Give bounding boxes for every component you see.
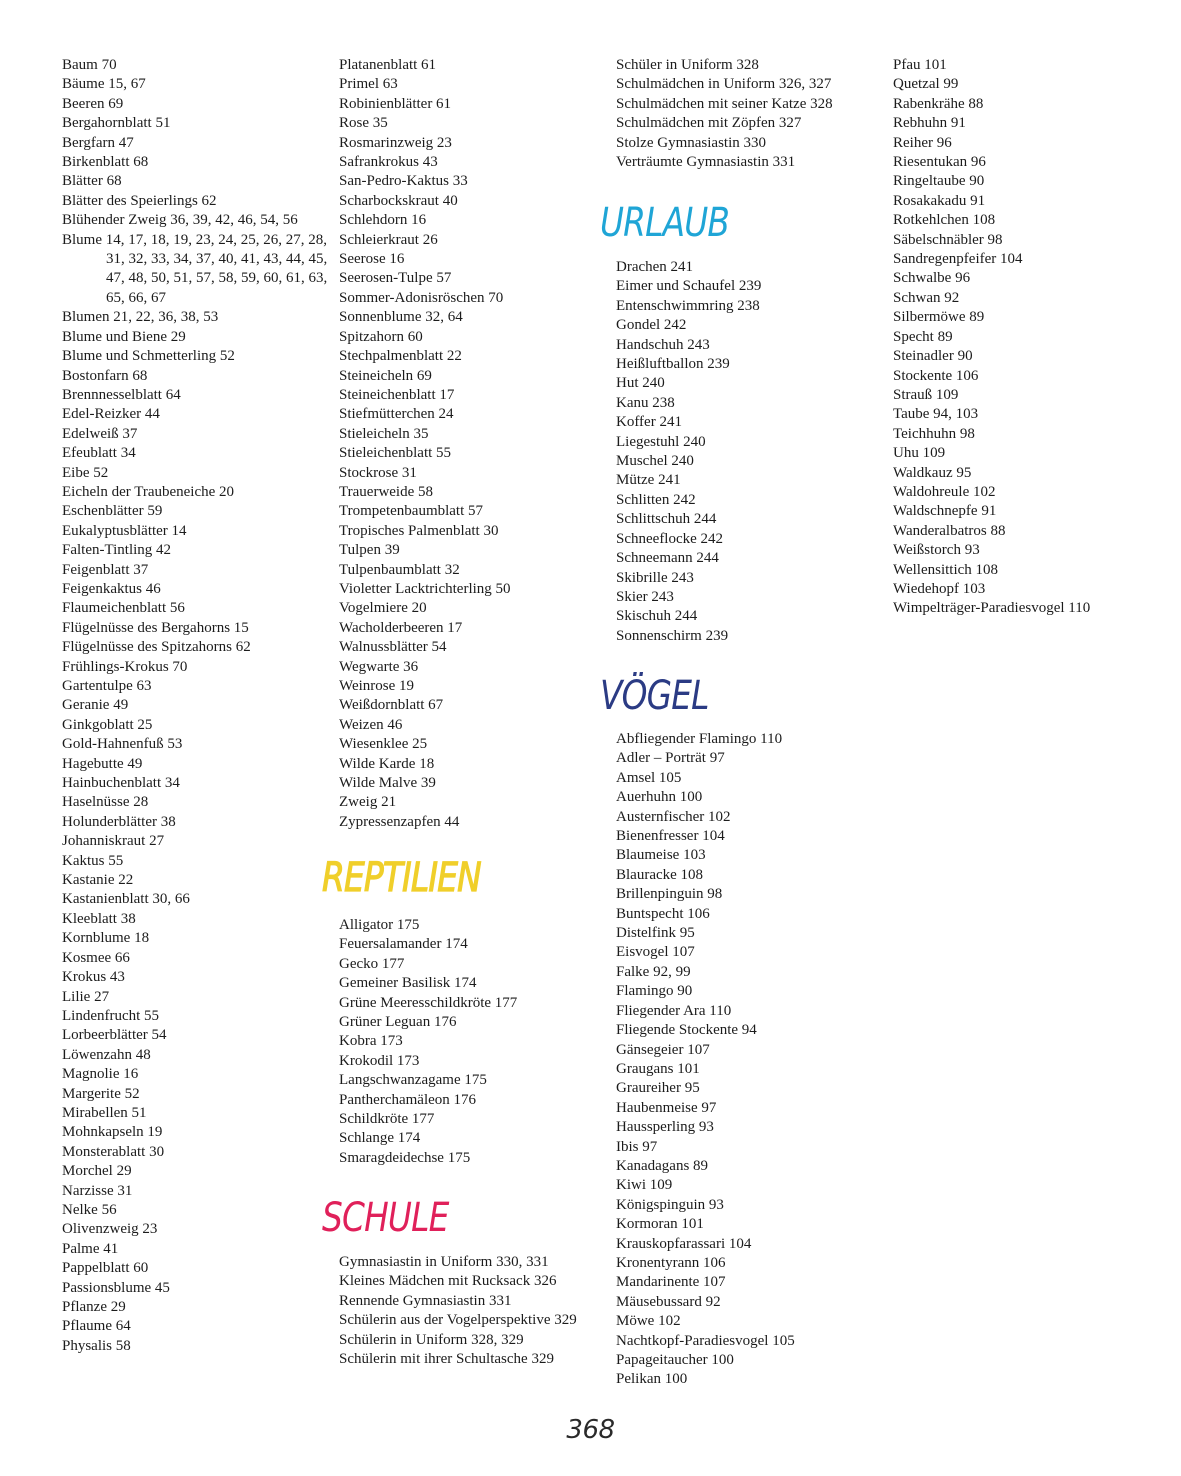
index-entry: Olivenzweig 23 bbox=[62, 1221, 158, 1238]
index-entry: Bostonfarn 68 bbox=[62, 367, 148, 384]
index-entry: Gemeiner Basilisk 174 bbox=[339, 975, 477, 992]
index-entry: Schüler in Uniform 328 bbox=[616, 57, 759, 73]
index-entry: Seerosen-Tulpe 57 bbox=[339, 270, 452, 287]
index-entry: Gymnasiastin in Uniform 330, 331 bbox=[339, 1254, 549, 1270]
index-entry: Primel 63 bbox=[339, 76, 398, 93]
index-entry: Kronentyrann 106 bbox=[616, 1254, 726, 1271]
index-entry: Steinadler 90 bbox=[893, 348, 973, 365]
urlaub-heading: URLAUB bbox=[600, 200, 730, 246]
index-entry: Schwan 92 bbox=[893, 289, 960, 306]
index-entry: Kleines Mädchen mit Rucksack 326 bbox=[339, 1273, 557, 1290]
index-entry: Edelweiß 37 bbox=[62, 425, 138, 442]
index-entry: Brillenpinguin 98 bbox=[616, 886, 723, 903]
index-entry: Schulmädchen mit Zöpfen 327 bbox=[616, 115, 802, 132]
index-entry: Eicheln der Traubeneiche 20 bbox=[62, 483, 235, 500]
index-entry: Trompetenbaumblatt 57 bbox=[339, 503, 484, 520]
index-entry: Schwalbe 96 bbox=[893, 270, 971, 287]
schule-heading-wrap bbox=[322, 1195, 597, 1241]
index-entry: Kosmee 66 bbox=[62, 949, 130, 966]
index-entry: Ringeltaube 90 bbox=[893, 173, 985, 190]
index-entry: Gecko 177 bbox=[339, 955, 405, 972]
index-entry: Monsterablatt 30 bbox=[62, 1143, 165, 1160]
index-entry: Muschel 240 bbox=[616, 453, 694, 470]
index-entry: Stieleicheln 35 bbox=[339, 425, 429, 442]
index-entry: Schülerin mit ihrer Schultasche 329 bbox=[339, 1351, 554, 1368]
index-entry: Löwenzahn 48 bbox=[62, 1046, 151, 1063]
index-entry: San-Pedro-Kaktus 33 bbox=[339, 173, 468, 190]
index-entry: Blühender Zweig 36, 39, 42, 46, 54, 56 bbox=[62, 212, 298, 229]
index-entry: Schülerin in Uniform 328, 329 bbox=[339, 1331, 524, 1348]
index-entry: Sonnenblume 32, 64 bbox=[339, 309, 463, 326]
index-entry: Taube 94, 103 bbox=[893, 406, 979, 423]
index-entry: Tulpenbaumblatt 32 bbox=[339, 561, 460, 578]
index-entry: Sonnenschirm 239 bbox=[616, 627, 729, 644]
index-entry: Kaktus 55 bbox=[62, 852, 124, 869]
index-entry: Eisvogel 107 bbox=[616, 944, 695, 961]
index-entry: Eschenblätter 59 bbox=[62, 503, 163, 520]
index-entry: Ginkgoblatt 25 bbox=[62, 716, 153, 733]
index-column-2 bbox=[339, 56, 601, 832]
index-entry: Schneemann 244 bbox=[616, 550, 719, 567]
index-entry: Wimpelträger-Paradiesvogel 110 bbox=[893, 600, 1091, 617]
index-entry: Flügelnüsse des Spitzahorns 62 bbox=[62, 639, 251, 656]
index-entry: Graureiher 95 bbox=[616, 1080, 700, 1097]
index-entry: Kastanienblatt 30, 66 bbox=[62, 891, 190, 908]
index-entry: Bergfarn 47 bbox=[62, 134, 134, 151]
index-entry: Hainbuchenblatt 34 bbox=[62, 775, 180, 792]
index-entry: Pflaume 64 bbox=[62, 1318, 131, 1335]
index-entry: Grüner Leguan 176 bbox=[339, 1014, 457, 1031]
index-entry: Silbermöwe 89 bbox=[893, 309, 985, 326]
urlaub-heading-wrap bbox=[600, 200, 880, 246]
index-entry: Smaragdeidechse 175 bbox=[339, 1149, 471, 1166]
index-entry: Nachtkopf-Paradiesvogel 105 bbox=[616, 1332, 795, 1349]
index-entry: Schleierkraut 26 bbox=[339, 231, 438, 248]
index-entry: Waldkauz 95 bbox=[893, 464, 972, 481]
index-entry: Grüne Meeresschildkröte 177 bbox=[339, 994, 518, 1011]
index-entry: Entenschwimmring 238 bbox=[616, 297, 760, 314]
index-entry: Weißdornblatt 67 bbox=[339, 697, 444, 714]
index-entry: Safrankrokus 43 bbox=[339, 154, 438, 171]
index-entry: Teichhuhn 98 bbox=[893, 425, 975, 442]
index-entry: Stolze Gymnasiastin 330 bbox=[616, 134, 766, 151]
voegel-heading-wrap bbox=[600, 673, 880, 719]
index-entry: Weißstorch 93 bbox=[893, 542, 980, 559]
index-entry: Weizen 46 bbox=[339, 716, 403, 733]
index-entry: Lindenfrucht 55 bbox=[62, 1007, 160, 1024]
index-entry: Seerose 16 bbox=[339, 251, 405, 268]
index-entry: Blätter des Speierlings 62 bbox=[62, 192, 217, 209]
index-entry: Pappelblatt 60 bbox=[62, 1260, 149, 1277]
index-entry: Langschwanzagame 175 bbox=[339, 1072, 487, 1089]
index-entry: Frühlings-Krokus 70 bbox=[62, 658, 188, 675]
index-entry: Sommer-Adonisröschen 70 bbox=[339, 289, 504, 306]
index-entry: Tropisches Palmenblatt 30 bbox=[339, 522, 499, 539]
index-entry: Quetzal 99 bbox=[893, 76, 959, 93]
index-entry: Margerite 52 bbox=[62, 1085, 140, 1102]
index-entry: Haubenmeise 97 bbox=[616, 1099, 717, 1116]
index-entry: Gold-Hahnenfuß 53 bbox=[62, 736, 183, 753]
index-entry: Waldschnepfe 91 bbox=[893, 503, 997, 520]
index-column-3-top bbox=[616, 56, 884, 172]
index-entry: Schneeflocke 242 bbox=[616, 530, 724, 547]
index-entry: Feuersalamander 174 bbox=[339, 936, 468, 953]
index-entry: Flügelnüsse des Bergahorns 15 bbox=[62, 619, 249, 636]
reptilien-heading: REPTILIEN bbox=[322, 855, 481, 901]
index-entry: Blätter 68 bbox=[62, 173, 122, 190]
index-entry: Wellensittich 108 bbox=[893, 561, 999, 578]
index-entry: Brennnesselblatt 64 bbox=[62, 386, 181, 403]
index-entry: Wilde Malve 39 bbox=[339, 775, 436, 792]
index-entry: Königspinguin 93 bbox=[616, 1196, 724, 1213]
index-entry: Johanniskraut 27 bbox=[62, 833, 165, 850]
index-entry: Birkenblatt 68 bbox=[62, 154, 149, 171]
index-entry: Pelikan 100 bbox=[616, 1371, 688, 1388]
index-entry: Gartentulpe 63 bbox=[62, 678, 152, 694]
index-entry: Skibrille 243 bbox=[616, 569, 694, 586]
index-entry: Schildkröte 177 bbox=[339, 1111, 435, 1128]
index-entry: Flamingo 90 bbox=[616, 983, 693, 1000]
index-entry: Morchel 29 bbox=[62, 1163, 132, 1180]
index-entry: Tulpen 39 bbox=[339, 542, 400, 559]
index-entry: Wacholderbeeren 17 bbox=[339, 619, 463, 636]
index-entry: Säbelschnäbler 98 bbox=[893, 231, 1003, 248]
index-entry: Falke 92, 99 bbox=[616, 963, 691, 980]
index-entry: Verträumte Gymnasiastin 331 bbox=[616, 154, 796, 171]
index-entry: Schlehdorn 16 bbox=[339, 212, 427, 229]
index-entry: Blumen 21, 22, 36, 38, 53 bbox=[62, 309, 219, 326]
index-entry: Schlittschuh 244 bbox=[616, 511, 717, 528]
index-entry: Platanenblatt 61 bbox=[339, 57, 437, 73]
index-entry: Holunderblätter 38 bbox=[62, 813, 176, 830]
index-entry: Möwe 102 bbox=[616, 1313, 681, 1330]
index-entry: Gondel 242 bbox=[616, 317, 687, 334]
index-entry: Wilde Karde 18 bbox=[339, 755, 435, 772]
index-entry: Lorbeerblätter 54 bbox=[62, 1027, 167, 1044]
index-entry: Rabenkrähe 88 bbox=[893, 95, 984, 112]
page-number: 368 bbox=[566, 1415, 615, 1445]
index-entry: Steineichenblatt 17 bbox=[339, 386, 455, 403]
index-entry: Wiedehopf 103 bbox=[893, 580, 986, 597]
index-entry: Stiefmütterchen 24 bbox=[339, 406, 454, 423]
index-entry: Adler – Porträt 97 bbox=[616, 750, 725, 767]
index-entry: Kanu 238 bbox=[616, 394, 675, 411]
index-entry: Bienenfresser 104 bbox=[616, 828, 725, 845]
index-entry: Skier 243 bbox=[616, 588, 674, 605]
index-entry: Weinrose 19 bbox=[339, 678, 415, 694]
reptilien-list bbox=[339, 916, 601, 1168]
index-entry: Wiesenklee 25 bbox=[339, 736, 428, 753]
index-entry: Gänsegeier 107 bbox=[616, 1041, 710, 1058]
index-entry: Specht 89 bbox=[893, 328, 953, 345]
index-entry: Skischuh 244 bbox=[616, 608, 698, 625]
index-entry: Baum 70 bbox=[62, 57, 117, 73]
index-entry: Walnussblätter 54 bbox=[339, 639, 447, 656]
index-entry: Distelfink 95 bbox=[616, 925, 695, 942]
index-entry: Mandarinente 107 bbox=[616, 1274, 726, 1291]
index-entry: Papageitaucher 100 bbox=[616, 1352, 734, 1368]
index-entry: Rotkehlchen 108 bbox=[893, 212, 996, 229]
index-entry: Edel-Reizker 44 bbox=[62, 406, 160, 423]
index-entry: Auerhuhn 100 bbox=[616, 789, 703, 806]
index-entry: Riesentukan 96 bbox=[893, 154, 986, 171]
index-entry: Steineicheln 69 bbox=[339, 367, 432, 384]
index-entry: Stechpalmenblatt 22 bbox=[339, 348, 462, 365]
index-entry: Mäusebussard 92 bbox=[616, 1293, 721, 1310]
index-entry: Abfliegender Flamingo 110 bbox=[616, 731, 783, 747]
index-entry: Rosakakadu 91 bbox=[893, 192, 986, 209]
index-entry: Stieleichenblatt 55 bbox=[339, 445, 452, 462]
index-entry: Alligator 175 bbox=[339, 917, 420, 933]
index-entry: Blume und Schmetterling 52 bbox=[62, 348, 235, 365]
index-entry: Physalis 58 bbox=[62, 1337, 131, 1354]
reptilien-heading-wrap bbox=[322, 855, 597, 901]
index-entry: Schulmädchen mit seiner Katze 328 bbox=[616, 95, 833, 112]
index-entry: Uhu 109 bbox=[893, 445, 946, 462]
index-column-1 bbox=[62, 56, 328, 1356]
index-entry: Handschuh 243 bbox=[616, 336, 710, 353]
index-entry: Trauerweide 58 bbox=[339, 483, 434, 500]
index-entry: Haussperling 93 bbox=[616, 1119, 714, 1136]
index-entry: Vogelmiere 20 bbox=[339, 600, 427, 617]
index-entry: Pflanze 29 bbox=[62, 1299, 126, 1315]
index-entry: Drachen 241 bbox=[616, 259, 694, 275]
index-entry: Efeublatt 34 bbox=[62, 445, 136, 462]
index-entry: Heißluftballon 239 bbox=[616, 356, 730, 373]
schule-heading: SCHULE bbox=[322, 1195, 449, 1241]
index-entry: Austernfischer 102 bbox=[616, 808, 731, 825]
index-entry: Haselnüsse 28 bbox=[62, 794, 149, 811]
index-entry: Feigenkaktus 46 bbox=[62, 580, 161, 597]
index-entry: Scharbockskraut 40 bbox=[339, 192, 458, 209]
index-entry: Blaumeise 103 bbox=[616, 847, 706, 864]
index-entry: Geranie 49 bbox=[62, 697, 129, 714]
index-entry: Stockrose 31 bbox=[339, 464, 417, 481]
voegel-heading: VÖGEL bbox=[600, 673, 709, 719]
index-entry: Falten-Tintling 42 bbox=[62, 542, 172, 559]
index-entry: Pfau 101 bbox=[893, 57, 947, 73]
index-entry: Eukalyptusblätter 14 bbox=[62, 522, 187, 539]
index-entry: Schulmädchen in Uniform 326, 327 bbox=[616, 76, 832, 93]
index-entry: Schülerin aus der Vogelperspektive 329 bbox=[339, 1312, 577, 1329]
index-entry: Krauskopfarassari 104 bbox=[616, 1235, 752, 1252]
index-entry: Graugans 101 bbox=[616, 1060, 700, 1077]
index-entry: Feigenblatt 37 bbox=[62, 561, 149, 578]
index-entry: Schlitten 242 bbox=[616, 491, 696, 508]
index-entry: Pantherchamäleon 176 bbox=[339, 1091, 477, 1108]
index-entry: Liegestuhl 240 bbox=[616, 433, 706, 450]
index-entry: Kormoran 101 bbox=[616, 1216, 704, 1233]
index-entry: Narzisse 31 bbox=[62, 1182, 133, 1199]
index-entry: Kiwi 109 bbox=[616, 1177, 673, 1194]
index-entry: Bergahornblatt 51 bbox=[62, 115, 171, 132]
schule-list bbox=[339, 1253, 601, 1369]
index-entry: Wegwarte 36 bbox=[339, 658, 419, 675]
index-entry: Krokus 43 bbox=[62, 969, 125, 986]
index-entry: Waldohreule 102 bbox=[893, 483, 996, 500]
index-entry: Kornblume 18 bbox=[62, 930, 150, 947]
index-entry: Lilie 27 bbox=[62, 988, 110, 1005]
index-entry: Strauß 109 bbox=[893, 386, 959, 403]
index-entry: Kleeblatt 38 bbox=[62, 910, 136, 927]
index-entry: Wanderalbatros 88 bbox=[893, 522, 1006, 539]
index-entry: Blume und Biene 29 bbox=[62, 328, 186, 345]
index-entry: Fliegender Ara 110 bbox=[616, 1002, 732, 1019]
index-entry: Koffer 241 bbox=[616, 414, 682, 431]
index-entry: Passionsblume 45 bbox=[62, 1279, 170, 1296]
index-entry: Buntspecht 106 bbox=[616, 905, 710, 922]
index-entry: Spitzahorn 60 bbox=[339, 328, 423, 345]
index-entry: Krokodil 173 bbox=[339, 1052, 420, 1069]
index-entry: Kastanie 22 bbox=[62, 872, 134, 889]
index-entry: Fliegende Stockente 94 bbox=[616, 1022, 757, 1039]
index-entry: Zypressenzapfen 44 bbox=[339, 813, 460, 830]
index-entry: Ibis 97 bbox=[616, 1138, 658, 1155]
voegel-list bbox=[616, 730, 884, 1390]
index-entry: Amsel 105 bbox=[616, 769, 682, 786]
index-entry: Schlange 174 bbox=[339, 1130, 421, 1147]
index-entry: Violetter Lacktrichterling 50 bbox=[339, 580, 511, 597]
index-entry: Robinienblätter 61 bbox=[339, 95, 452, 112]
index-column-4 bbox=[893, 56, 1175, 619]
index-entry: Flaumeichenblatt 56 bbox=[62, 600, 185, 617]
index-entry: Stockente 106 bbox=[893, 367, 979, 384]
index-entry: Hagebutte 49 bbox=[62, 755, 143, 772]
index-entry: Eimer und Schaufel 239 bbox=[616, 278, 762, 295]
index-entry: Eibe 52 bbox=[62, 464, 109, 481]
index-entry: Mütze 241 bbox=[616, 472, 681, 489]
index-entry: Magnolie 16 bbox=[62, 1066, 139, 1083]
index-entry: Rosmarinzweig 23 bbox=[339, 134, 452, 151]
index-entry: Mirabellen 51 bbox=[62, 1104, 147, 1121]
index-entry: Sandregenpfeifer 104 bbox=[893, 251, 1023, 268]
index-entry: Zweig 21 bbox=[339, 794, 397, 811]
index-entry: Hut 240 bbox=[616, 375, 665, 392]
index-entry: Mohnkapseln 19 bbox=[62, 1124, 163, 1141]
index-entry: Blume 14, 17, 18, 19, 23, 24, 25, 26, 27, 28, 31, 32, 33, 34, 37, 40, 41, 43, 44, 45, 47, 48, 50, 51, 57, 58, 59, 60, 61, 63, 65, 66, 67 bbox=[62, 231, 328, 306]
index-entry: Nelke 56 bbox=[62, 1201, 117, 1218]
index-entry: Rebhuhn 91 bbox=[893, 115, 966, 132]
index-entry: Palme 41 bbox=[62, 1240, 119, 1257]
index-entry: Blauracke 108 bbox=[616, 866, 704, 883]
index-entry: Reiher 96 bbox=[893, 134, 952, 151]
index-entry: Rennende Gymnasiastin 331 bbox=[339, 1292, 512, 1309]
index-entry: Rose 35 bbox=[339, 115, 388, 132]
index-entry: Beeren 69 bbox=[62, 95, 124, 112]
index-entry: Kanadagans 89 bbox=[616, 1157, 709, 1174]
index-entry: Kobra 173 bbox=[339, 1033, 403, 1050]
urlaub-list bbox=[616, 258, 884, 646]
index-entry: Bäume 15, 67 bbox=[62, 76, 146, 93]
